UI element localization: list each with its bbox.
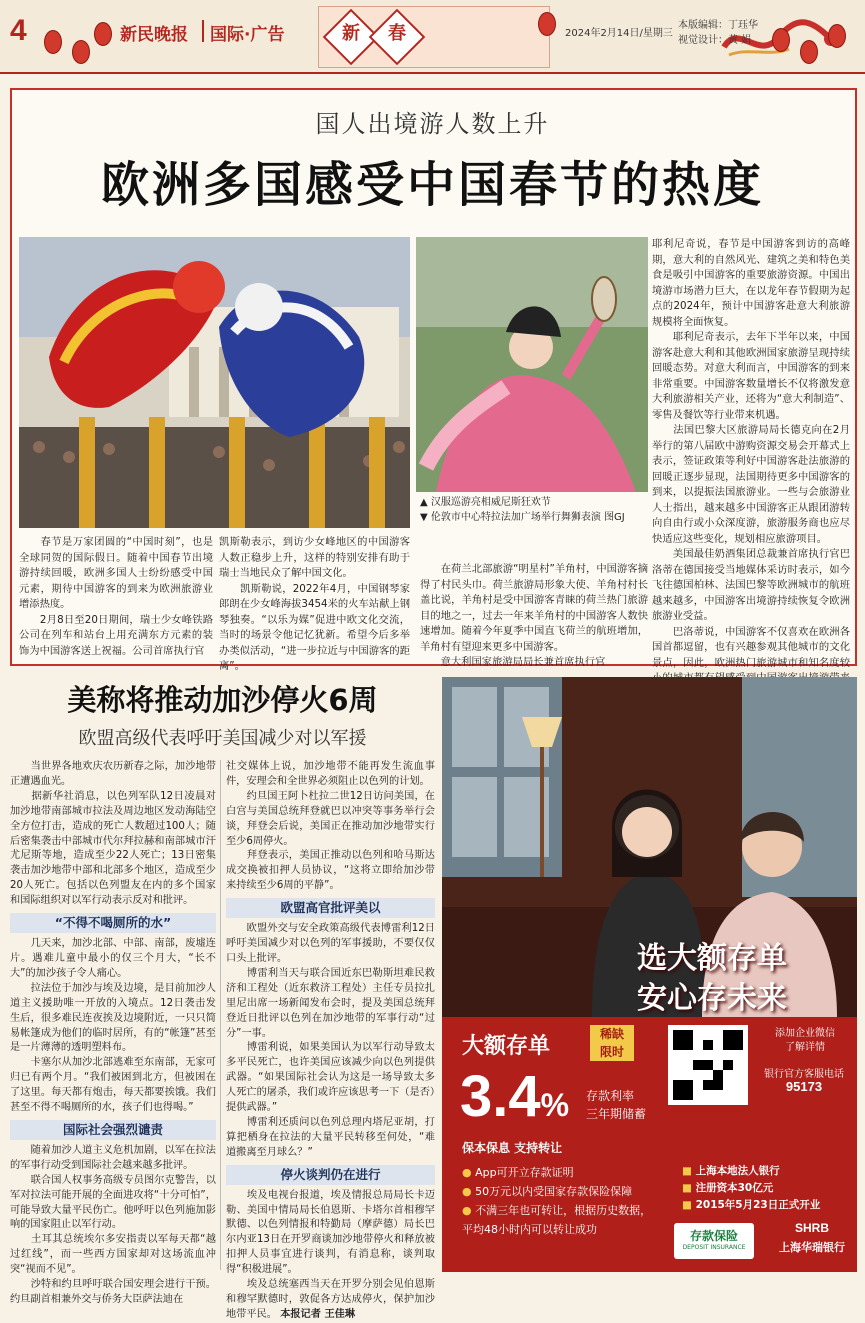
deposit-insurance-logo: 存款保险 DEPOSIT INSURANCE xyxy=(674,1223,754,1259)
lantern-icon xyxy=(94,22,112,46)
lantern-icon xyxy=(538,12,556,36)
bullet-icon: ● xyxy=(462,1166,476,1179)
bullet-icon: ■ xyxy=(682,1182,696,1194)
feature-item: ● 不满三年也可转让，根据历史数据，平均48小时内可以转让成功 xyxy=(462,1204,652,1236)
product-name: 大额存单 xyxy=(462,1034,551,1059)
article-kicker: 国人出境游人数上升 xyxy=(315,110,550,138)
divider xyxy=(202,20,204,42)
slogan-line: 选大额存单 xyxy=(637,941,787,976)
bullet-icon: ■ xyxy=(682,1199,696,1211)
slogan-line: 安心存未来 xyxy=(637,981,787,1016)
feature-list xyxy=(462,1163,662,1239)
qr-caption: 添加企业微信 了解详情 xyxy=(775,1028,835,1053)
editor-name: 本版编辑：丁珏华 xyxy=(678,20,758,31)
photo-credit: 图GJ xyxy=(604,512,625,523)
lantern-icon xyxy=(44,30,62,54)
article-column xyxy=(226,760,435,1320)
article-column: 凯斯勒表示，到访少女峰地区的中国游客人数正稳步上升，这样的特别安排有助于瑞士当地民众了解中国文化。 凯斯勒说，2022年4月，中国钢琴家郎朗在少女峰海拔3454米的火车站献上钢琴独奏。“以乐为媒”促进中欧文化交流，当时的场景令他记忆犹新。希望今后多举办类似活动，“进一步拉近与中国游客的距离”。 xyxy=(219,536,410,672)
issue-date: 2024年2月14日/星期三 xyxy=(565,28,673,39)
interest-rate: 3.4% xyxy=(460,1064,570,1129)
editor-credits xyxy=(678,18,758,48)
ad-slogan xyxy=(572,939,852,1019)
guarantee-text: 保本保息 支持转让 xyxy=(462,1141,563,1155)
seal-icon: 春 xyxy=(369,9,426,66)
bullet-icon: ● xyxy=(462,1185,476,1198)
qr-code[interactable] xyxy=(668,1025,748,1105)
article-paragraph: 欧盟外交与安全政策高级代表博雷利12日呼吁美国减少对以色列的军事援助，不要仅仅口头上批评。 博雷利当天与联合国近东巴勒斯坦难民救济和工程处（近东救济工程处）主任专员拉扎里尼出席一场新闻发布会时，提及美国总统拜登近日批评以色列在加沙地带的军事行动“过分”一事。 博雷利说，如果美国认为以军行动导致太多平民死亡，也许美国应该减少向以色列提供武器。“如果国际社会认为这是一场导致太多人死亡的屠杀，我们或许应该思考一下（是否）提供武器。” 博雷利还质问以色列总理内塔尼亚胡，打算把栖身在拉法的大量平民转移至何处，“难道搬离至月球么？” xyxy=(226,923,435,1158)
seal-icon: 新 xyxy=(323,9,380,66)
article-paragraph: 随着加沙人道主义危机加剧，以军在拉法的军事行动受到国际社会越来越多批评。 联合国人权事务高级专员图尔克警告，以军对拉法可能开展的全面进攻将“十分可怕”，可能导致大量平民伤亡。他呼吁以色列施加影响的国家阻止以军行动。 土耳其总统埃尔多安指责以军每天都“越过红线”，而一些西方国家却对这场流血冲突“视而不见”。 沙特和约旦呼吁联合国安理会进行干预。约旦副首相兼外交与侨务大臣萨法迪在 xyxy=(10,1144,216,1305)
article-byline: 本报记者 王佳琳 xyxy=(280,1308,356,1320)
article-column xyxy=(10,760,216,1305)
scarce-badge: 稀缺 限时 xyxy=(590,1025,634,1061)
caption-line: ▼ 伦敦市中心特拉法加广场举行舞狮表演 图GJ xyxy=(420,512,625,523)
section-subhead: 国际社会强烈谴责 xyxy=(10,1120,216,1140)
article-column: 在荷兰北部旅游“明星村”羊角村，中国游客摘得了村民头巾。荷兰旅游局形象大使、羊角村村长盖比说，羊角村是受中国游客青睐的荷兰热门旅游目的地之一，过去一年来羊角村的中国游客人数快速增加。随着今年夏季中国直飞荷兰的航班增加，羊角村有望迎来更多中国游客。 意大利国家旅游局局长兼首席执行官 xyxy=(420,563,648,668)
section-name: 国际·广告 xyxy=(210,25,285,45)
section-subhead: “不得不喝厕所的水” xyxy=(10,913,216,933)
article-text: 耶利尼奇说，春节是中国游客到访的高峰期，意大利的自然风光、建筑之美和特色美食是吸引中国游客的重要旅游资源。中国出境游市场潜力巨大，在以龙年春节假期为起点的2024年，预计中国游客赴意大利旅游规模将全面恢复。 耶利尼奇表示，去年下半年以来，中国游客赴意大利和其他欧洲国家旅游呈现持续回暖态势。对意大利而言，中国游客的到来非常重要。中国游客数量增长不仅将激发意大利旅游相关产业，还将为“意大利制造”、零售及餐饮等行业带来机遇。 法国巴黎大区旅游局局长德克向在2月举行的第八届欧中游购资源交易会开幕式上表示，签证政策等利好中国游客赴法旅游的回暖正逐步显现，法国期待更多中国游客的到来，以提振法国旅游业。一些与会旅游业人士指出，越来越多中国游客正从跟团游转向自由行或小众深度游，旅游服务商也应尽快适应这些变化，规划相应旅游项目。 美国最佳奶酒集团总裁兼首席执行官巴洛蒂在德国接受当地媒体采访时表示，如今飞往德国柏林、法国巴黎等欧洲城市的航班越来越多，中国游客出境游持续恢复令欧洲旅游业受益。 巴洛蒂说，中国游客不仅喜欢在欧洲各国首都逗留，也有兴趣参观其他城市的文化景点，因此，欧洲热门旅游城市和知名度较 xyxy=(652,238,850,669)
section-subhead: 欧盟高官批评美以 xyxy=(226,898,435,918)
fact-item: ■ 上海本地法人银行 xyxy=(682,1165,780,1177)
page-header xyxy=(0,0,865,74)
feature-item: ● 50万元以内受国家存款保险保障 xyxy=(462,1185,633,1198)
fact-item: ■ 2015年5月23日正式开业 xyxy=(682,1199,821,1211)
caption-line: ▲ 汉服巡游亮相威尼斯狂欢节 xyxy=(420,497,551,508)
lantern-icon xyxy=(772,28,790,52)
page-number: 4 xyxy=(10,14,27,47)
hotline-number[interactable]: 95173 xyxy=(785,1079,823,1094)
article-column: 春节是万家团圆的“中国时刻”，也是全球同贺的国际假日。随着中国春节出境游持续回暖，欧洲多国人士纷纷感受中国元素，期待中国游客的到来为欧洲旅游业增添热度。 2月8日至20日期间，瑞士少女峰铁路公司在列车和站台上用充满东方元素的装饰为中国游客送上祝福。公司首席执行官 xyxy=(19,536,213,657)
bank-facts xyxy=(682,1163,852,1214)
bank-logo: SHRB 上海华瑞银行 xyxy=(779,1221,845,1254)
gaza-article-subheadline: 欧盟高级代表呼吁美国减少对以军援 xyxy=(78,728,367,749)
rate-description: 存款利率 三年期储蓄 xyxy=(586,1089,647,1121)
bullet-icon: ● xyxy=(462,1204,476,1217)
ad-info-panel xyxy=(442,1017,857,1272)
article-paragraph: 几天来，加沙北部、中部、南部，废墟连片。遇难儿童中最小的仅三个月大，“长不大”的加沙孩子令人痛心。 拉法位于加沙与埃及边境，是目前加沙人道主义援助唯一开放的入境点。12日袭击发生后，很多难民连夜挨及边境附近，一只只简易帐篷成为他们的临时居所，有的“帐篷”甚至是一片薄薄的透明塑料布。 卡塞尔从加沙北部逃难至东南部，无家可归已有两个月。“我们被困到北方，但被困在了这里。每天都有炮击，每天都要挨饿。我们甚至不得不喝厕所的水，孩子们也得喝。” xyxy=(10,938,216,1114)
lantern-icon xyxy=(828,24,846,48)
photo-caption xyxy=(420,495,652,525)
lantern-icon xyxy=(72,40,90,64)
lantern-icon xyxy=(800,40,818,64)
article-paragraph: 埃及电视台报道，埃及情报总局局长卡迈勒、美国中情局局长伯恩斯、卡塔尔首相穆罕默德、以色列情报和特勤局（摩萨德）局长巴尔内亚13日在开罗商谈加沙地带停火和释放被扣押人员事宜进行谈判，有消息称，谈判取得“积极进展”。 埃及总统塞西当天在开罗分别会见伯恩斯和穆罕默德时，敦促各方达成停火，保护加沙地带平民。 本报记者 王佳琳 xyxy=(226,1189,435,1320)
article-paragraph: 当世界各地欢庆农历新春之际，加沙地带正遭遇血光。 据新华社消息，以色列军队12日凌晨对加沙地带南部城市拉法及周边地区发动海陆空全方位打击，造成的死亡人数超过100人；随后密集袭击中部城市代尔拜拉赫和南部城市汗尤尼斯等地，造成至少22人死亡；13日密集袭击加沙地带中部和北部多个地区，造成至少20人死亡。包括以色列盟友在内的多个国家和国际组织对以军行动表示反对和批评。 xyxy=(10,761,216,907)
lion-dance-photo xyxy=(19,237,410,528)
hotline-label: 银行官方客服电话 xyxy=(764,1069,844,1080)
bullet-icon: ■ xyxy=(682,1165,696,1177)
newspaper-name: 新民晚报 xyxy=(120,25,188,45)
hanfu-parade-photo xyxy=(416,237,648,492)
article-column xyxy=(652,237,850,669)
designer-name: 视觉设计：黄 娟 xyxy=(678,35,752,46)
new-year-banner xyxy=(318,6,550,68)
article-paragraph: 社交媒体上说，加沙地带不能再发生流血事件，安理会和全世界必须阻止以色列的计划。 约旦国王阿卜杜拉二世12日访问美国，在白宫与美国总统拜登就巴以冲突等事务举行会谈，拜登会后说，美国正在推动加沙地带实行至少6周停火。 拜登表示，美国正推动以色列和哈马斯达成交换被扣押人员协议，“这将立即给加沙带来持续至少6周的平静”。 xyxy=(226,761,435,892)
feature-item: ● App可开立存款证明 xyxy=(462,1166,574,1179)
bank-advertisement xyxy=(442,677,857,1272)
section-subhead: 停火谈判仍在进行 xyxy=(226,1165,435,1185)
column-divider xyxy=(220,760,221,1270)
article-headline: 欧洲多国感受中国春节的热度 xyxy=(100,157,764,213)
fact-item: ■ 注册资本30亿元 xyxy=(682,1182,774,1194)
gaza-article-headline: 美称将推动加沙停火6周 xyxy=(67,683,378,717)
